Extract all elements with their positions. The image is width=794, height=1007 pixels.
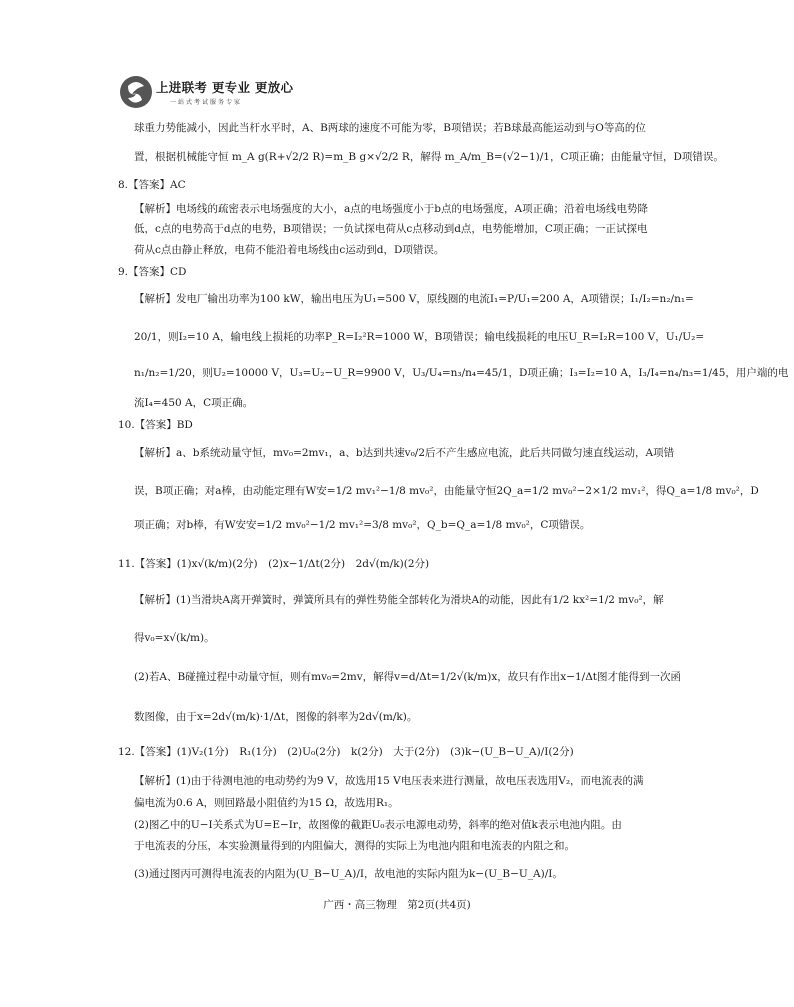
text-line: 得v₀=x√(k/m)。: [134, 632, 215, 644]
text-line: 置，根据机械能守恒 m_A g(R+√2/2 R)=m_B g×√2/2 R，解得 m_A/m_B=(√2−1)/1，C项正确；由能量守恒，D项错误。: [134, 151, 724, 163]
answer-heading-9: 9.【答案】CD: [118, 266, 187, 278]
text-line: 流I₄=450 A，C项正确。: [134, 397, 254, 409]
text-line: (2)若A、B碰撞过程中动量守恒，则有mv₀=2mv，解得v=d/Δt=1/2√(k/m)x，故只有作出x−1/Δt图才能得到一次函: [134, 671, 682, 683]
answer-heading-11: 11.【答案】(1)x√(k/m)(2分) (2)x−1/Δt(2分) 2d√(m/k)(2分): [118, 558, 430, 570]
text-line: 荷从c点由静止释放，电荷不能沿着电场线由c运动到d，D项错误。: [134, 244, 445, 256]
page-footer: 广西・高三物理 第2页(共4页): [323, 899, 471, 911]
text-line: 【解析】a、b系统动量守恒，mv₀=2mv₁，a、b达到共速v₀/2后不产生感应电流，此后共同做匀速直线运动，A项错: [134, 447, 675, 459]
text-line: 球重力势能减小，因此当杆水平时，A、B两球的速度不可能为零，B项错误；若B球最高能运动到与O等高的位: [134, 122, 646, 134]
text-line: 【解析】(1)由于待测电池的电动势约为9 V，故选用15 V电压表来进行测量，故电压表选用V₂，而电流表的满: [134, 775, 644, 787]
text-line: 【解析】发电厂输出功率为100 kW，输出电压为U₁=500 V，原线圈的电流I₁=P/U₁=200 A，A项错误；I₁/I₂=n₂/n₁=: [134, 293, 694, 305]
text-line: 项正确；对b棒，有W安安=1/2 mv₀²−1/2 mv₁²=3/8 mv₀²，Q_b=Q_a=1/8 mv₀²，C项错误。: [134, 519, 591, 531]
text-line: 误，B项正确；对a棒，由动能定理有W安=1/2 mv₁²−1/8 mv₀²，由能量守恒2Q_a=1/2 mv₀²−2×1/2 mv₁²，得Q_a=1/8 mv₀²，D: [134, 485, 759, 497]
brand-tagline: 一站式考试服务专家: [170, 99, 243, 106]
text-line: (2)图乙中的U−I关系式为U=E−Ir，故图像的截距U₀表示电源电动势，斜率的绝对值k表示电池内阻。由: [134, 819, 622, 831]
text-line: 偏电流为0.6 A，则回路最小阻值约为15 Ω，故选用R₁。: [134, 797, 399, 809]
answer-heading-10: 10.【答案】BD: [118, 419, 193, 431]
brand-title: 上进联考 更专业 更放心: [156, 80, 294, 95]
text-line: 数图像，由于x=2d√(m/k)·1/Δt，图像的斜率为2d√(m/k)。: [134, 711, 418, 723]
answer-heading-8: 8.【答案】AC: [118, 179, 186, 191]
text-line: 【解析】(1)当滑块A离开弹簧时，弹簧所具有的弹性势能全部转化为滑块A的动能，因此有1/2 kx²=1/2 mv₀²，解: [134, 594, 664, 606]
text-line: 于电流表的分压，本实验测量得到的内阻偏大，测得的实际上为电池内阻和电流表的内阻之和。: [134, 840, 575, 852]
text-line: 低，c点的电势高于d点的电势，B项错误；一负试探电荷从c点移动到d点，电势能增加，C项正确；一正试探电: [134, 223, 648, 235]
answer-heading-12: 12.【答案】(1)V₂(1分) R₁(1分) (2)U₀(2分) k(2分) 大于(2分) (3)k−(U_B−U_A)/I(2分): [118, 746, 574, 758]
text-line: (3)通过图丙可测得电流表的内阻为(U_B−U_A)/I，故电池的实际内阻为k−(U_B−U_A)/I。: [134, 868, 563, 880]
logo-icon: [118, 74, 154, 110]
text-line: 20/1，则I₂=10 A，输电线上损耗的功率P_R=I₂²R=1000 W，B项错误；输电线损耗的电压U_R=I₂R=100 V，U₁/U₂=: [134, 331, 705, 343]
text-line: n₁/n₂=1/20，则U₂=10000 V，U₃=U₂−U_R=9900 V，U₃/U₄=n₃/n₄=45/1，D项正确；I₃=I₂=10 A，I₃/I₄=n₄/n₃=1/45，用户端的电: [134, 367, 789, 379]
text-line: 【解析】电场线的疏密表示电场强度的大小，a点的电场强度小于b点的电场强度，A项正确；沿着电场线电势降: [134, 203, 649, 215]
